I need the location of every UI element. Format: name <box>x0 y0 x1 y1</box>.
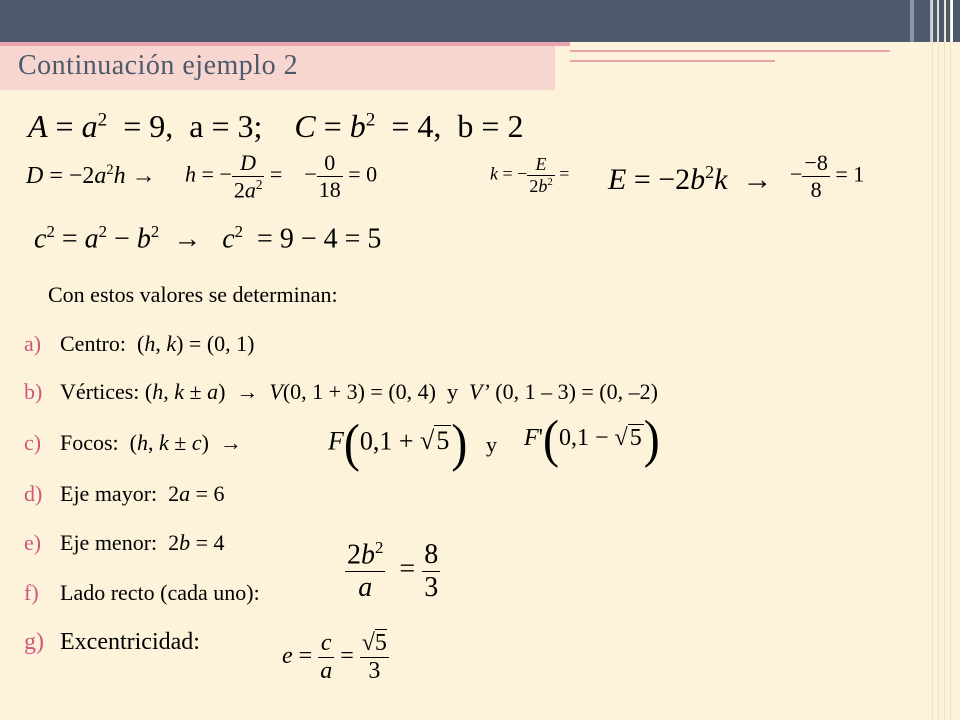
equation-k: k = − $\frac{E}{2b^2}$ = <box>490 154 570 196</box>
decor-line <box>570 50 890 52</box>
top-bar <box>0 0 960 42</box>
focus-f-prime: F'(0,1 − √5) <box>524 410 660 469</box>
equation-k-result: − $\frac{-8}{8}$ = 1 <box>790 150 865 202</box>
lado-recto-formula: $\frac{2b^2}{a}$ = $\frac{8}{3}$ <box>347 538 439 604</box>
intro-text: Con estos valores se determinan: <box>48 282 338 307</box>
item-centro: a) Centro: (h, k) = (0, 1) <box>24 331 255 356</box>
item-eje-menor: e) Eje menor: 2b = 4 <box>24 530 225 555</box>
item-eje-mayor: d) Eje mayor: 2a = 6 <box>24 481 225 506</box>
item-vertices: b) Vértices: (h, k ± a) → V(0, 1 + 3) = (0, 4) y V’ (0, 1 – 3) = (0, –2) <box>24 379 658 404</box>
equation-e: $E = -2b^2k$ → <box>608 162 773 196</box>
equation-c: $c^2 = a^2 - b^2 \to c^2 = 9 - 4 = 5$ <box>34 222 382 255</box>
item-focos: c) Focos: (h, k ± c) → <box>24 430 242 455</box>
excentricidad-formula: e = $\frac{c}{a}$ = $\frac{√5}{3}$ <box>282 630 387 684</box>
item-excentricidad: g) Excentricidad: <box>24 629 200 655</box>
equation-h: h = − $\frac{D}{2a^2}$ = − $\frac{0}{18}$ = 0 <box>185 150 378 203</box>
item-lado-recto: f) Lado recto (cada uno): <box>24 580 260 605</box>
focos-y: y <box>486 432 497 457</box>
page-title: Continuación ejemplo 2 <box>18 50 299 81</box>
equation-d: $D = -2a^2h$ → <box>26 162 156 189</box>
focus-f: F(0,1 + √5) <box>328 414 468 473</box>
equation-a-c: $A = a^2 = 9$, a = 3; $C = b^2 = 4$, b = 2 <box>28 108 524 144</box>
decor-line <box>570 60 775 62</box>
right-edge-lines <box>930 0 960 720</box>
